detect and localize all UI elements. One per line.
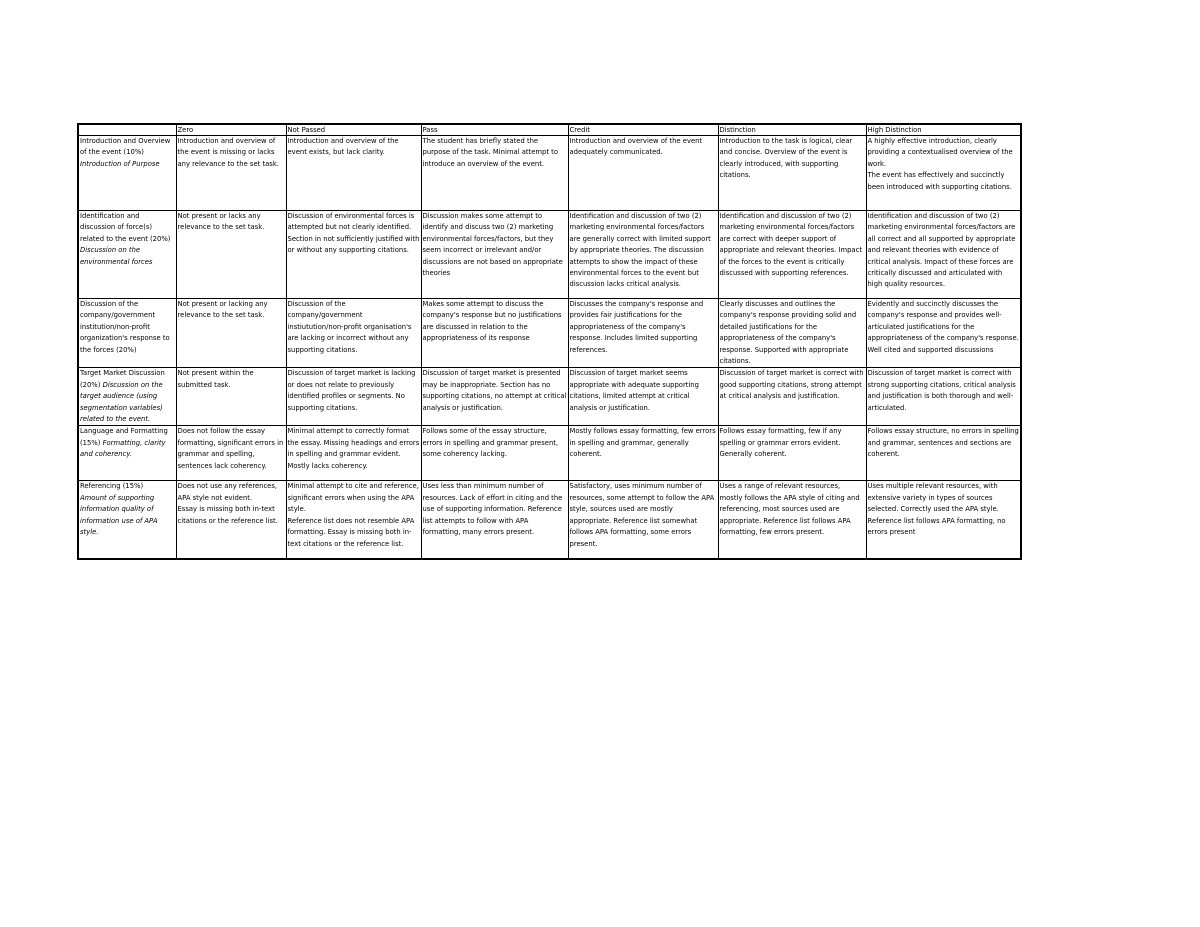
grade-cell-credit: Discussion of target market seems appropriate with adequate supporting citations, limited attempt at critical analysis or justification.	[568, 368, 718, 426]
grade-cell-zero: Not present or lacking any relevance to the set task.	[176, 299, 286, 368]
criterion-title: Target Market Discussion (20%)	[80, 369, 165, 389]
grade-cell-credit: Identification and discussion of two (2) marketing environmental forces/factors are generally correct with limited support by appropriate theories. The discussion attempts to show the impact of these environmental forces to the event but discussion lacks critical analysis.	[568, 211, 718, 299]
table-row	[78, 368, 1021, 426]
grade-cell-zero: Not present within the submitted task.	[176, 368, 286, 426]
grade-cell-distinction: Identification and discussion of two (2) marketing environmental forces/factors are correct with deeper support of appropriate and relevant theories. Impact of the forces to the event is critically discussed with supporting references.	[718, 211, 866, 299]
grade-cell-pass: Uses less than minimum number of resources. Lack of effort in citing and the use of supporting information. Reference list attempts to follow with APA formatting, many errors present.	[421, 481, 568, 559]
grade-cell-pass: Discussion makes some attempt to identify and discuss two (2) marketing environmental forces/factors, but they seem incorrect or irrelevant and/or discussions are not based on appropriate theories	[421, 211, 568, 299]
header-zero: Zero	[176, 124, 286, 136]
criterion-description: Amount of supporting information quality of information use of APA style.	[80, 493, 158, 537]
header-not-passed: Not Passed	[286, 124, 421, 136]
grade-cell-pass: Follows some of the essay structure, errors in spelling and grammar present, some coherency lacking.	[421, 426, 568, 481]
table-row	[78, 426, 1021, 481]
table-row	[78, 211, 1021, 299]
grade-cell-not-passed: Discussion of target market is lacking or does not relate to previously identified profiles or segments. No supporting citations.	[286, 368, 421, 426]
rubric-table	[77, 123, 1022, 560]
grade-cell-distinction: Follows essay formatting, few if any spelling or grammar errors evident. Generally coherent.	[718, 426, 866, 481]
grade-cell-pass: Makes some attempt to discuss the company's response but no justifications are discussed in relation to the appropriateness of its response	[421, 299, 568, 368]
grade-cell-high-distinction: A highly effective introduction, clearly providing a contextualised overview of the work. The event has effectively and succinctly been introduced with supporting citations.	[866, 136, 1021, 211]
criterion-description: Discussion on the target audience (using segmentation variables) related to the event.	[80, 380, 163, 424]
criterion-title: Introduction and Overview of the event (10%)	[80, 137, 171, 157]
grade-cell-credit: Satisfactory, uses minimum number of resources, some attempt to follow the APA style, sources used are mostly appropriate. Reference list somewhat follows APA formatting, some errors present.	[568, 481, 718, 559]
grade-cell-credit: Introduction and overview of the event adequately communicated.	[568, 136, 718, 211]
criterion-cell	[78, 211, 176, 299]
header-distinction: Distinction	[718, 124, 866, 136]
criterion-description: Formatting, clarity and coherency.	[80, 438, 166, 459]
header-credit: Credit	[568, 124, 718, 136]
criterion-cell	[78, 299, 176, 368]
criterion-title: Identification and discussion of force(s) related to the event (20%)	[80, 212, 171, 243]
grade-cell-not-passed: Discussion of environmental forces is attempted but not clearly identified. Section in not sufficiently justified with or without any supporting citations.	[286, 211, 421, 299]
grade-cell-distinction: Clearly discusses and outlines the company's response providing solid and detailed justifications for the appropriateness of the company's response. Supported with appropriate citations.	[718, 299, 866, 368]
grade-cell-zero: Does not use any references, APA style not evident. Essay is missing both in-text citations or the reference list.	[176, 481, 286, 559]
grade-cell-pass: Discussion of target market is presented may be inappropriate. Section has no supporting citations, no attempt at critical analysis or justification.	[421, 368, 568, 426]
criterion-title: Discussion of the company/government institution/non-profit organization's response to the forces (20%)	[80, 300, 170, 354]
grade-cell-credit: Discusses the company's response and provides fair justifications for the appropriateness of the company's response. Includes limited supporting references.	[568, 299, 718, 368]
grade-cell-zero: Not present or lacks any relevance to the set task.	[176, 211, 286, 299]
criterion-cell	[78, 481, 176, 559]
table-row	[78, 481, 1021, 559]
grade-cell-high-distinction: Uses multiple relevant resources, with extensive variety in types of sources selected. Correctly used the APA style. Reference list follows APA formatting, no errors present	[866, 481, 1021, 559]
grade-cell-high-distinction: Discussion of target market is correct with strong supporting citations, critical analysis and justification is both thorough and well-articulated.	[866, 368, 1021, 426]
header-row	[78, 124, 1021, 136]
criterion-cell	[78, 368, 176, 426]
grade-cell-zero: Does not follow the essay formatting, significant errors in grammar and spelling, sentences lack coherency.	[176, 426, 286, 481]
table-row	[78, 136, 1021, 211]
grade-cell-zero: Introduction and overview of the event is missing or lacks any relevance to the set task.	[176, 136, 286, 211]
grade-cell-not-passed: Discussion of the company/government instiutution/non-profit organisation's are lacking or incorrect without any supporting citations.	[286, 299, 421, 368]
grade-cell-not-passed: Minimal attempt to cite and reference, significant errors when using the APA style. Reference list does not resemble APA formatting. Essay is missing both in-text citations or the reference list.	[286, 481, 421, 559]
grade-cell-credit: Mostly follows essay formatting, few errors in spelling and grammar, generally coherent.	[568, 426, 718, 481]
grade-cell-high-distinction: Identification and discussion of two (2) marketing environmental forces/factors are all correct and all supported by appropriate and relevant theories with evidence of critical analysis. Impact of these forces are critically discussed and articulated with high quality resources.	[866, 211, 1021, 299]
grade-cell-pass: The student has briefly stated the purpose of the task. Minimal attempt to introduce an overview of the event.	[421, 136, 568, 211]
criterion-description: Discussion on the environmental forces	[80, 246, 153, 266]
grade-cell-high-distinction: Evidently and succinctly discusses the company's response and provides well-articulated justifications for the appropriateness of the company's response. Well cited and supported discussions	[866, 299, 1021, 368]
criterion-cell	[78, 426, 176, 481]
table-row	[78, 299, 1021, 368]
header-criterion	[78, 124, 176, 136]
header-pass: Pass	[421, 124, 568, 136]
header-high-distinction: High Distinction	[866, 124, 1021, 136]
grade-cell-not-passed: Introduction and overview of the event exists, but lack clarity.	[286, 136, 421, 211]
grade-cell-not-passed: Minimal attempt to correctly format the essay. Missing headings and errors in spelling and grammar evident. Mostly lacks coherency.	[286, 426, 421, 481]
criterion-title: Referencing (15%)	[80, 482, 144, 491]
criterion-title: Language and Formatting (15%)	[80, 427, 168, 447]
grade-cell-distinction: Introduction to the task is logical, clear and concise. Overview of the event is clearly introduced, with supporting citations.	[718, 136, 866, 211]
criterion-cell	[78, 136, 176, 211]
grade-cell-distinction: Uses a range of relevant resources, mostly follows the APA style of citing and referencing, most sources used are appropriate. Reference list follows APA formatting, few errors present.	[718, 481, 866, 559]
grade-cell-distinction: Discussion of target market is correct with good supporting citations, strong attempt at critical analysis and justification.	[718, 368, 866, 426]
criterion-description: Introduction of Purpose	[80, 159, 160, 168]
grade-cell-high-distinction: Follows essay structure, no errors in spelling and grammar, sentences and sections are coherent.	[866, 426, 1021, 481]
